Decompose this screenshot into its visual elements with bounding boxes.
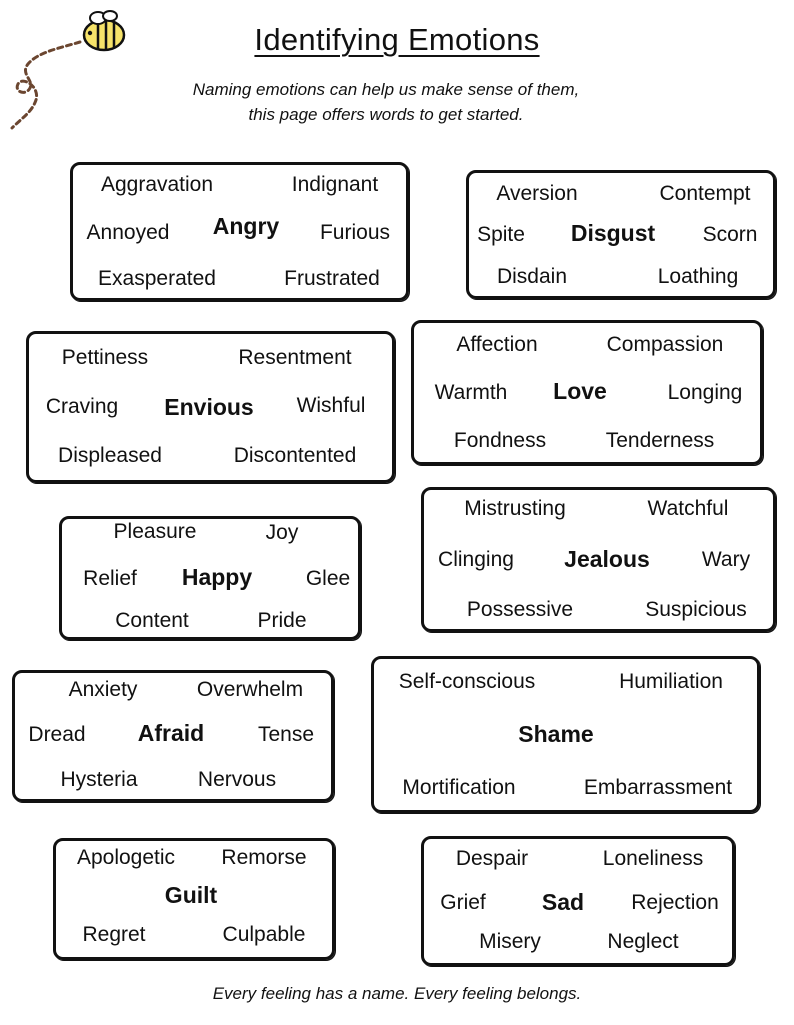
word-nervous: Nervous <box>197 768 277 791</box>
word-humiliation: Humiliation <box>619 670 723 693</box>
word-regret: Regret <box>82 923 146 946</box>
word-wary: Wary <box>701 548 751 571</box>
word-pride: Pride <box>257 609 307 632</box>
word-fondness: Fondness <box>453 429 547 452</box>
word-warmth: Warmth <box>434 381 508 404</box>
word-resentment: Resentment <box>238 346 352 369</box>
word-indignant: Indignant <box>291 173 379 196</box>
word-discontented: Discontented <box>233 444 357 467</box>
word-aggravation: Aggravation <box>100 173 214 196</box>
word-grief: Grief <box>440 891 486 914</box>
word-hysteria: Hysteria <box>60 768 138 791</box>
word-mistrusting: Mistrusting <box>464 497 566 520</box>
word-relief: Relief <box>83 567 137 590</box>
word-tense: Tense <box>257 723 315 746</box>
word-annoyed: Annoyed <box>86 221 170 244</box>
word-anxiety: Anxiety <box>68 678 138 701</box>
word-overwhelm: Overwhelm <box>196 678 304 701</box>
emotion-center-sad: Sad <box>541 889 585 915</box>
word-joy: Joy <box>265 521 299 544</box>
word-self-conscious: Self-conscious <box>398 670 536 693</box>
word-despair: Despair <box>455 847 529 870</box>
word-furious: Furious <box>319 221 391 244</box>
word-loathing: Loathing <box>657 265 739 288</box>
word-displeased: Displeased <box>58 444 162 467</box>
word-mortification: Mortification <box>402 776 516 799</box>
emotion-center-angry: Angry <box>212 213 280 239</box>
word-apologetic: Apologetic <box>76 846 176 869</box>
word-affection: Affection <box>456 333 538 356</box>
emotion-center-love: Love <box>553 378 607 404</box>
word-watchful: Watchful <box>647 497 729 520</box>
word-tenderness: Tenderness <box>605 429 715 452</box>
word-embarrassment: Embarrassment <box>583 776 733 799</box>
page-subtitle <box>0 77 772 127</box>
page-title: Identifying Emotions <box>254 22 540 57</box>
word-disdain: Disdain <box>496 265 568 288</box>
word-spite: Spite <box>477 223 525 246</box>
word-contempt: Contempt <box>659 182 751 205</box>
word-neglect: Neglect <box>607 930 679 953</box>
word-wishful: Wishful <box>296 394 366 417</box>
word-misery: Misery <box>479 930 541 953</box>
page-footer: Every feeling has a name. Every feeling belongs. <box>212 984 582 1003</box>
word-culpable: Culpable <box>222 923 306 946</box>
emotion-center-envious: Envious <box>164 394 254 420</box>
emotion-center-jealous: Jealous <box>564 546 650 572</box>
subtitle-line-1: Naming emotions can help us make sense of them, <box>192 80 580 99</box>
word-aversion: Aversion <box>496 182 578 205</box>
emotion-center-happy: Happy <box>181 564 253 590</box>
word-clinging: Clinging <box>438 548 514 571</box>
word-content: Content <box>115 609 189 632</box>
subtitle-line-2: this page offers words to get started. <box>248 105 524 124</box>
word-possessive: Possessive <box>466 598 574 621</box>
word-scorn: Scorn <box>702 223 758 246</box>
word-suspicious: Suspicious <box>645 598 747 621</box>
emotion-center-guilt: Guilt <box>164 882 218 908</box>
word-exasperated: Exasperated <box>98 267 216 290</box>
emotion-center-afraid: Afraid <box>137 720 205 746</box>
word-craving: Craving <box>45 395 119 418</box>
word-compassion: Compassion <box>606 333 724 356</box>
word-frustrated: Frustrated <box>284 267 380 290</box>
emotion-center-disgust: Disgust <box>570 220 656 246</box>
emotion-center-shame: Shame <box>518 721 594 747</box>
word-loneliness: Loneliness <box>602 847 704 870</box>
word-pleasure: Pleasure <box>113 520 197 543</box>
word-pettiness: Pettiness <box>61 346 149 369</box>
word-dread: Dread <box>28 723 86 746</box>
word-rejection: Rejection <box>631 891 719 914</box>
word-glee: Glee <box>305 567 351 590</box>
word-longing: Longing <box>667 381 743 404</box>
word-remorse: Remorse <box>221 846 307 869</box>
